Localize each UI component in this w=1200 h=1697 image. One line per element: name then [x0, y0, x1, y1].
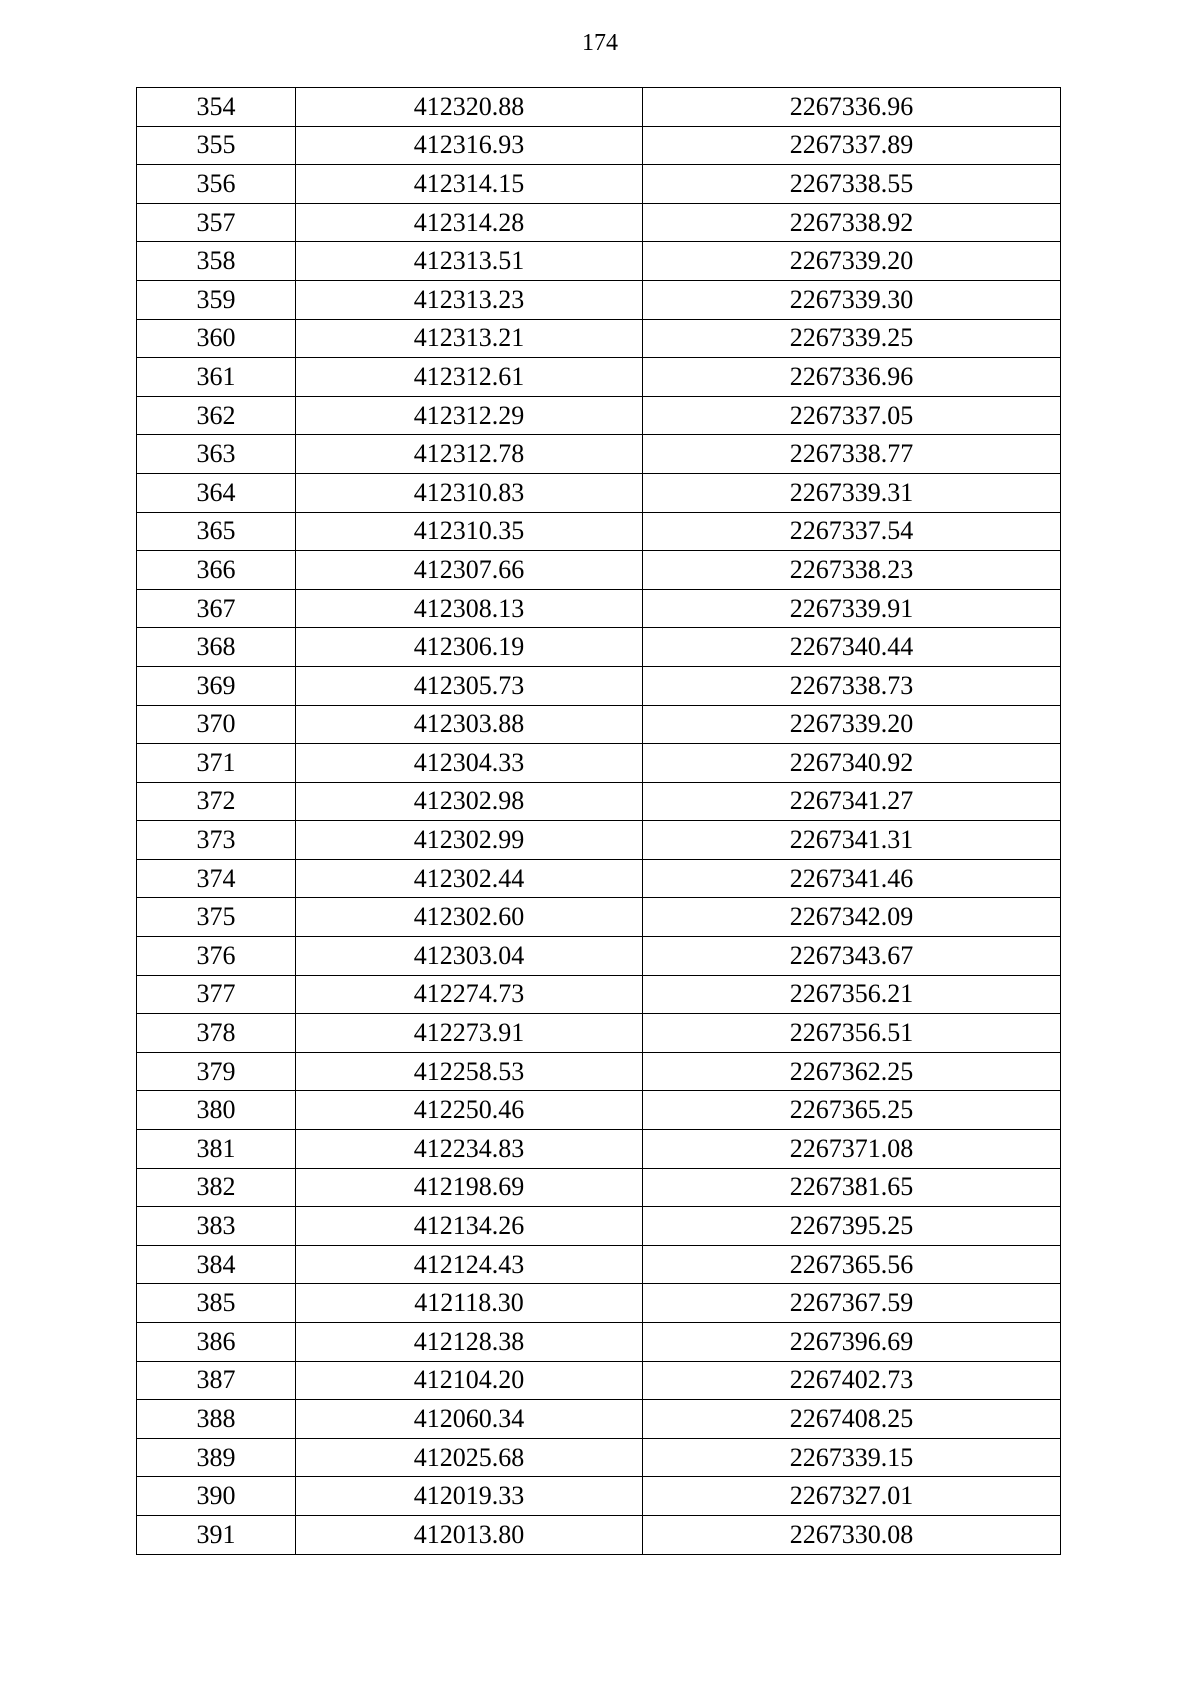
table-row	[137, 1438, 1061, 1477]
y-coordinate-cell: 2267371.08	[643, 1130, 1061, 1169]
x-coordinate-cell: 412118.30	[296, 1284, 643, 1323]
table-row	[137, 473, 1061, 512]
point-number-cell: 360	[137, 319, 296, 358]
y-coordinate-cell: 2267337.05	[643, 396, 1061, 435]
table-row	[137, 859, 1061, 898]
x-coordinate-cell: 412303.04	[296, 937, 643, 976]
point-number-cell: 381	[137, 1130, 296, 1169]
table-row	[137, 203, 1061, 242]
y-coordinate-cell: 2267340.92	[643, 744, 1061, 783]
point-number-cell: 378	[137, 1014, 296, 1053]
point-number-cell: 356	[137, 165, 296, 204]
y-coordinate-cell: 2267337.54	[643, 512, 1061, 551]
table-row	[137, 1323, 1061, 1362]
table-row	[137, 280, 1061, 319]
x-coordinate-cell: 412320.88	[296, 88, 643, 127]
point-number-cell: 363	[137, 435, 296, 474]
point-number-cell: 370	[137, 705, 296, 744]
point-number-cell: 371	[137, 744, 296, 783]
x-coordinate-cell: 412302.98	[296, 782, 643, 821]
x-coordinate-cell: 412306.19	[296, 628, 643, 667]
y-coordinate-cell: 2267408.25	[643, 1400, 1061, 1439]
x-coordinate-cell: 412025.68	[296, 1438, 643, 1477]
table-row	[137, 1091, 1061, 1130]
y-coordinate-cell: 2267338.92	[643, 203, 1061, 242]
point-number-cell: 375	[137, 898, 296, 937]
x-coordinate-cell: 412310.83	[296, 473, 643, 512]
y-coordinate-cell: 2267339.20	[643, 242, 1061, 281]
table-row	[137, 589, 1061, 628]
y-coordinate-cell: 2267339.25	[643, 319, 1061, 358]
coordinates-table-body	[137, 88, 1061, 1555]
table-row	[137, 666, 1061, 705]
x-coordinate-cell: 412019.33	[296, 1477, 643, 1516]
x-coordinate-cell: 412313.23	[296, 280, 643, 319]
point-number-cell: 386	[137, 1323, 296, 1362]
y-coordinate-cell: 2267367.59	[643, 1284, 1061, 1323]
point-number-cell: 390	[137, 1477, 296, 1516]
point-number-cell: 357	[137, 203, 296, 242]
x-coordinate-cell: 412128.38	[296, 1323, 643, 1362]
y-coordinate-cell: 2267336.96	[643, 88, 1061, 127]
y-coordinate-cell: 2267341.46	[643, 859, 1061, 898]
x-coordinate-cell: 412234.83	[296, 1130, 643, 1169]
x-coordinate-cell: 412013.80	[296, 1515, 643, 1554]
y-coordinate-cell: 2267402.73	[643, 1361, 1061, 1400]
x-coordinate-cell: 412312.61	[296, 358, 643, 397]
x-coordinate-cell: 412304.33	[296, 744, 643, 783]
y-coordinate-cell: 2267338.73	[643, 666, 1061, 705]
table-row	[137, 1207, 1061, 1246]
point-number-cell: 369	[137, 666, 296, 705]
table-row	[137, 126, 1061, 165]
x-coordinate-cell: 412104.20	[296, 1361, 643, 1400]
point-number-cell: 358	[137, 242, 296, 281]
point-number-cell: 368	[137, 628, 296, 667]
table-row	[137, 1052, 1061, 1091]
y-coordinate-cell: 2267339.30	[643, 280, 1061, 319]
point-number-cell: 385	[137, 1284, 296, 1323]
point-number-cell: 383	[137, 1207, 296, 1246]
page-number: 174	[582, 30, 618, 56]
table-row	[137, 744, 1061, 783]
point-number-cell: 389	[137, 1438, 296, 1477]
y-coordinate-cell: 2267381.65	[643, 1168, 1061, 1207]
y-coordinate-cell: 2267338.77	[643, 435, 1061, 474]
table-row	[137, 782, 1061, 821]
point-number-cell: 373	[137, 821, 296, 860]
table-row	[137, 628, 1061, 667]
x-coordinate-cell: 412198.69	[296, 1168, 643, 1207]
table-row	[137, 937, 1061, 976]
point-number-cell: 365	[137, 512, 296, 551]
x-coordinate-cell: 412307.66	[296, 551, 643, 590]
table-row	[137, 242, 1061, 281]
point-number-cell: 362	[137, 396, 296, 435]
x-coordinate-cell: 412302.99	[296, 821, 643, 860]
point-number-cell: 379	[137, 1052, 296, 1091]
x-coordinate-cell: 412308.13	[296, 589, 643, 628]
point-number-cell: 361	[137, 358, 296, 397]
table-row	[137, 898, 1061, 937]
y-coordinate-cell: 2267339.20	[643, 705, 1061, 744]
y-coordinate-cell: 2267362.25	[643, 1052, 1061, 1091]
point-number-cell: 376	[137, 937, 296, 976]
x-coordinate-cell: 412313.21	[296, 319, 643, 358]
table-row	[137, 1245, 1061, 1284]
x-coordinate-cell: 412305.73	[296, 666, 643, 705]
point-number-cell: 367	[137, 589, 296, 628]
table-row	[137, 1515, 1061, 1554]
point-number-cell: 391	[137, 1515, 296, 1554]
y-coordinate-cell: 2267356.21	[643, 975, 1061, 1014]
point-number-cell: 380	[137, 1091, 296, 1130]
table-row	[137, 1361, 1061, 1400]
y-coordinate-cell: 2267340.44	[643, 628, 1061, 667]
y-coordinate-cell: 2267339.31	[643, 473, 1061, 512]
x-coordinate-cell: 412314.28	[296, 203, 643, 242]
y-coordinate-cell: 2267365.56	[643, 1245, 1061, 1284]
point-number-cell: 354	[137, 88, 296, 127]
y-coordinate-cell: 2267395.25	[643, 1207, 1061, 1246]
coordinates-table	[136, 87, 1061, 1555]
table-row	[137, 821, 1061, 860]
x-coordinate-cell: 412314.15	[296, 165, 643, 204]
point-number-cell: 364	[137, 473, 296, 512]
table-row	[137, 975, 1061, 1014]
point-number-cell: 384	[137, 1245, 296, 1284]
table-row	[137, 512, 1061, 551]
table-row	[137, 1477, 1061, 1516]
table-row	[137, 435, 1061, 474]
table-row	[137, 358, 1061, 397]
x-coordinate-cell: 412258.53	[296, 1052, 643, 1091]
y-coordinate-cell: 2267396.69	[643, 1323, 1061, 1362]
x-coordinate-cell: 412316.93	[296, 126, 643, 165]
y-coordinate-cell: 2267339.91	[643, 589, 1061, 628]
x-coordinate-cell: 412134.26	[296, 1207, 643, 1246]
y-coordinate-cell: 2267330.08	[643, 1515, 1061, 1554]
y-coordinate-cell: 2267341.31	[643, 821, 1061, 860]
point-number-cell: 382	[137, 1168, 296, 1207]
y-coordinate-cell: 2267327.01	[643, 1477, 1061, 1516]
point-number-cell: 374	[137, 859, 296, 898]
x-coordinate-cell: 412312.29	[296, 396, 643, 435]
x-coordinate-cell: 412303.88	[296, 705, 643, 744]
x-coordinate-cell: 412124.43	[296, 1245, 643, 1284]
x-coordinate-cell: 412060.34	[296, 1400, 643, 1439]
x-coordinate-cell: 412250.46	[296, 1091, 643, 1130]
table-row	[137, 1168, 1061, 1207]
y-coordinate-cell: 2267342.09	[643, 898, 1061, 937]
point-number-cell: 387	[137, 1361, 296, 1400]
y-coordinate-cell: 2267337.89	[643, 126, 1061, 165]
point-number-cell: 372	[137, 782, 296, 821]
point-number-cell: 355	[137, 126, 296, 165]
x-coordinate-cell: 412302.60	[296, 898, 643, 937]
point-number-cell: 366	[137, 551, 296, 590]
table-row	[137, 1014, 1061, 1053]
y-coordinate-cell: 2267365.25	[643, 1091, 1061, 1130]
x-coordinate-cell: 412313.51	[296, 242, 643, 281]
y-coordinate-cell: 2267338.55	[643, 165, 1061, 204]
x-coordinate-cell: 412274.73	[296, 975, 643, 1014]
x-coordinate-cell: 412302.44	[296, 859, 643, 898]
x-coordinate-cell: 412273.91	[296, 1014, 643, 1053]
table-row	[137, 1130, 1061, 1169]
table-row	[137, 88, 1061, 127]
x-coordinate-cell: 412310.35	[296, 512, 643, 551]
y-coordinate-cell: 2267339.15	[643, 1438, 1061, 1477]
table-row	[137, 165, 1061, 204]
table-row	[137, 396, 1061, 435]
table-row	[137, 319, 1061, 358]
point-number-cell: 359	[137, 280, 296, 319]
y-coordinate-cell: 2267356.51	[643, 1014, 1061, 1053]
table-row	[137, 705, 1061, 744]
point-number-cell: 377	[137, 975, 296, 1014]
table-row	[137, 551, 1061, 590]
x-coordinate-cell: 412312.78	[296, 435, 643, 474]
y-coordinate-cell: 2267336.96	[643, 358, 1061, 397]
y-coordinate-cell: 2267338.23	[643, 551, 1061, 590]
point-number-cell: 388	[137, 1400, 296, 1439]
y-coordinate-cell: 2267341.27	[643, 782, 1061, 821]
y-coordinate-cell: 2267343.67	[643, 937, 1061, 976]
table-row	[137, 1284, 1061, 1323]
table-row	[137, 1400, 1061, 1439]
